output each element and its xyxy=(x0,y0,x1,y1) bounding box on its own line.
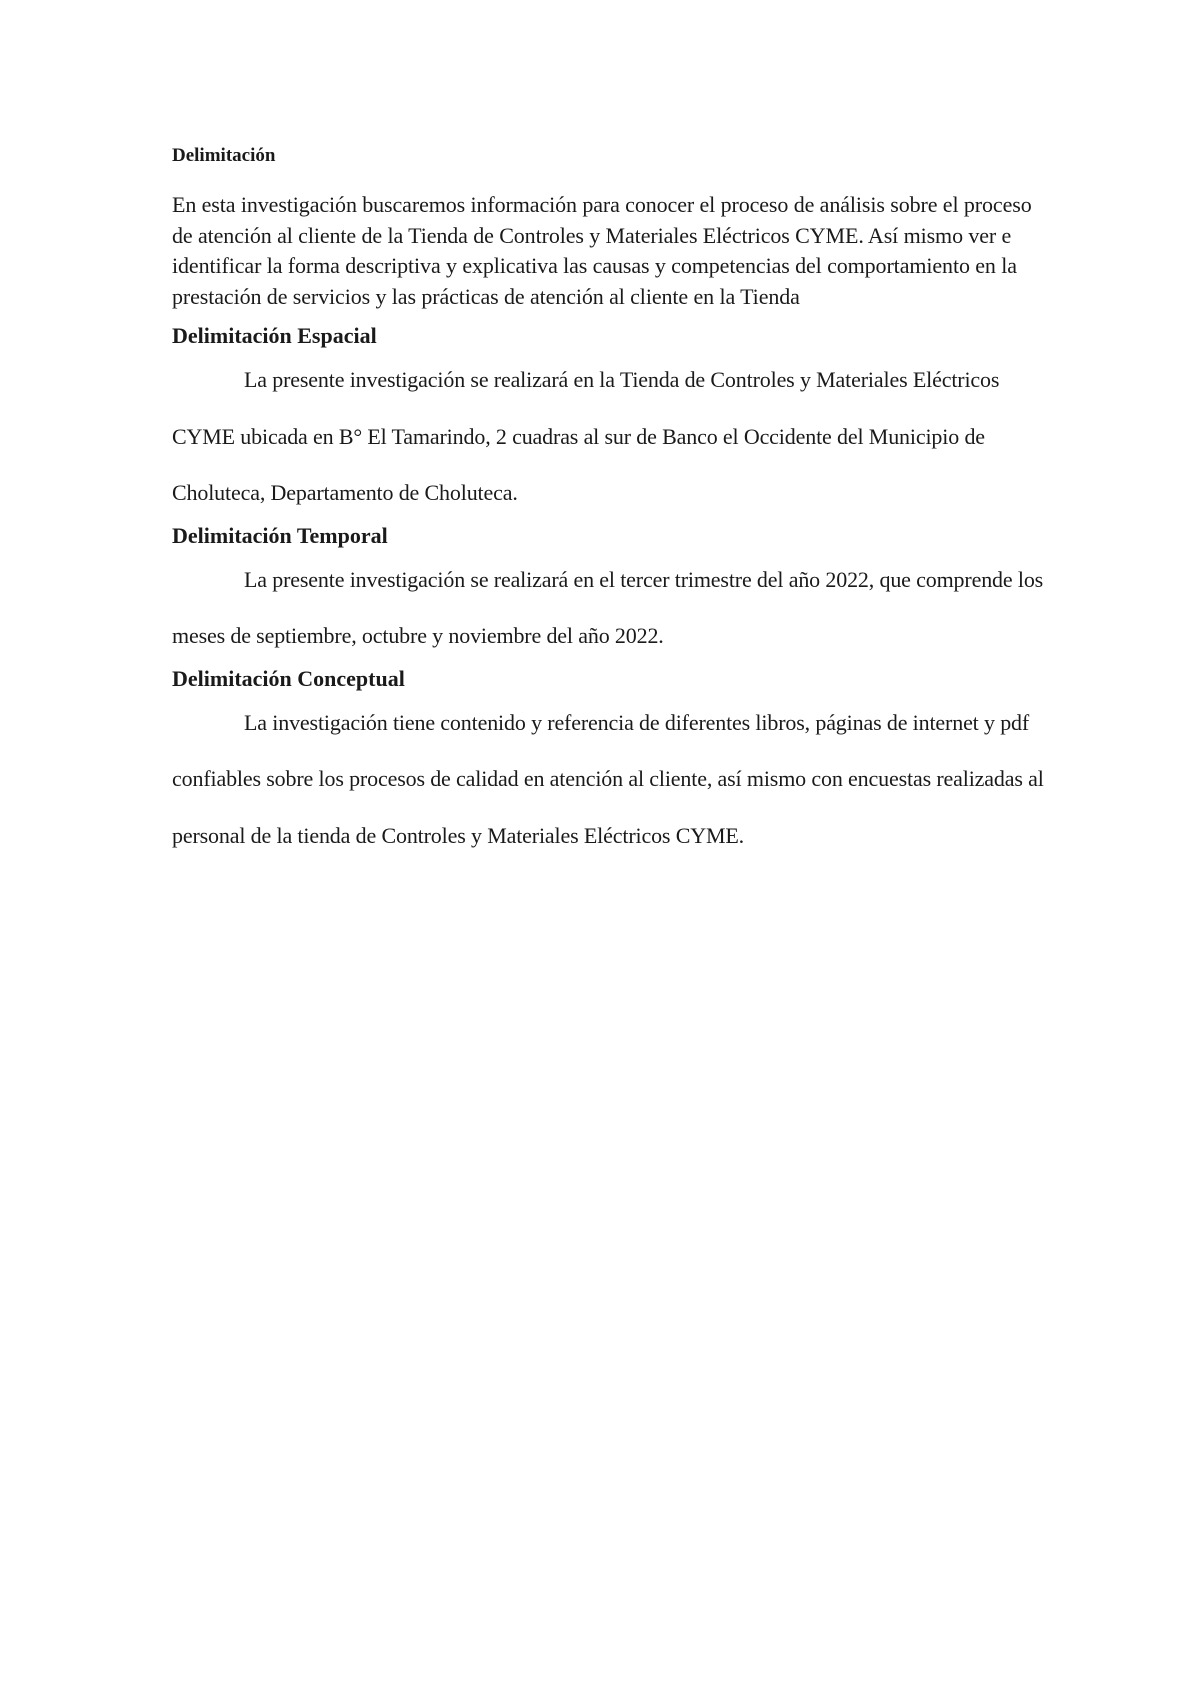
section-heading-espacial: Delimitación Espacial xyxy=(172,323,377,348)
document-title: Delimitación xyxy=(172,145,276,166)
section-text-conceptual: La investigación tiene contenido y referencia de diferentes libros, páginas de internet y pdf confiables sobre los procesos de calidad en atención al cliente, así mismo con encuestas realizadas al personal de la tienda de Controles y Materiales Eléctricos CYME. xyxy=(172,709,1044,848)
section-heading-temporal: Delimitación Temporal xyxy=(172,522,388,548)
section-text-temporal: La presente investigación se realizará en el tercer trimestre del año 2022, que comprende los meses de septiembre, octubre y noviembre del año 2022. xyxy=(172,566,1044,648)
section-text-espacial: La presente investigación se realizará en la Tienda de Controles y Materiales Eléctricos CYME ubicada en B° El Tamarindo, 2 cuadras al sur de Banco el Occidente del Municipio de Choluteca, Departamento de Choluteca. xyxy=(172,367,1000,505)
section-heading-conceptual: Delimitación Conceptual xyxy=(172,665,405,691)
intro-paragraph: En esta investigación buscaremos información para conocer el proceso de análisis sobre el proceso de atención al cliente de la Tienda de Controles y Materiales Eléctricos CYME. Así mismo ver e identificar la forma descriptiva y explicativa las causas y competencias del comportamiento en la prestación de servicios y las prácticas de atención al cliente en la Tienda xyxy=(172,192,1032,309)
document-content xyxy=(172,140,1052,862)
